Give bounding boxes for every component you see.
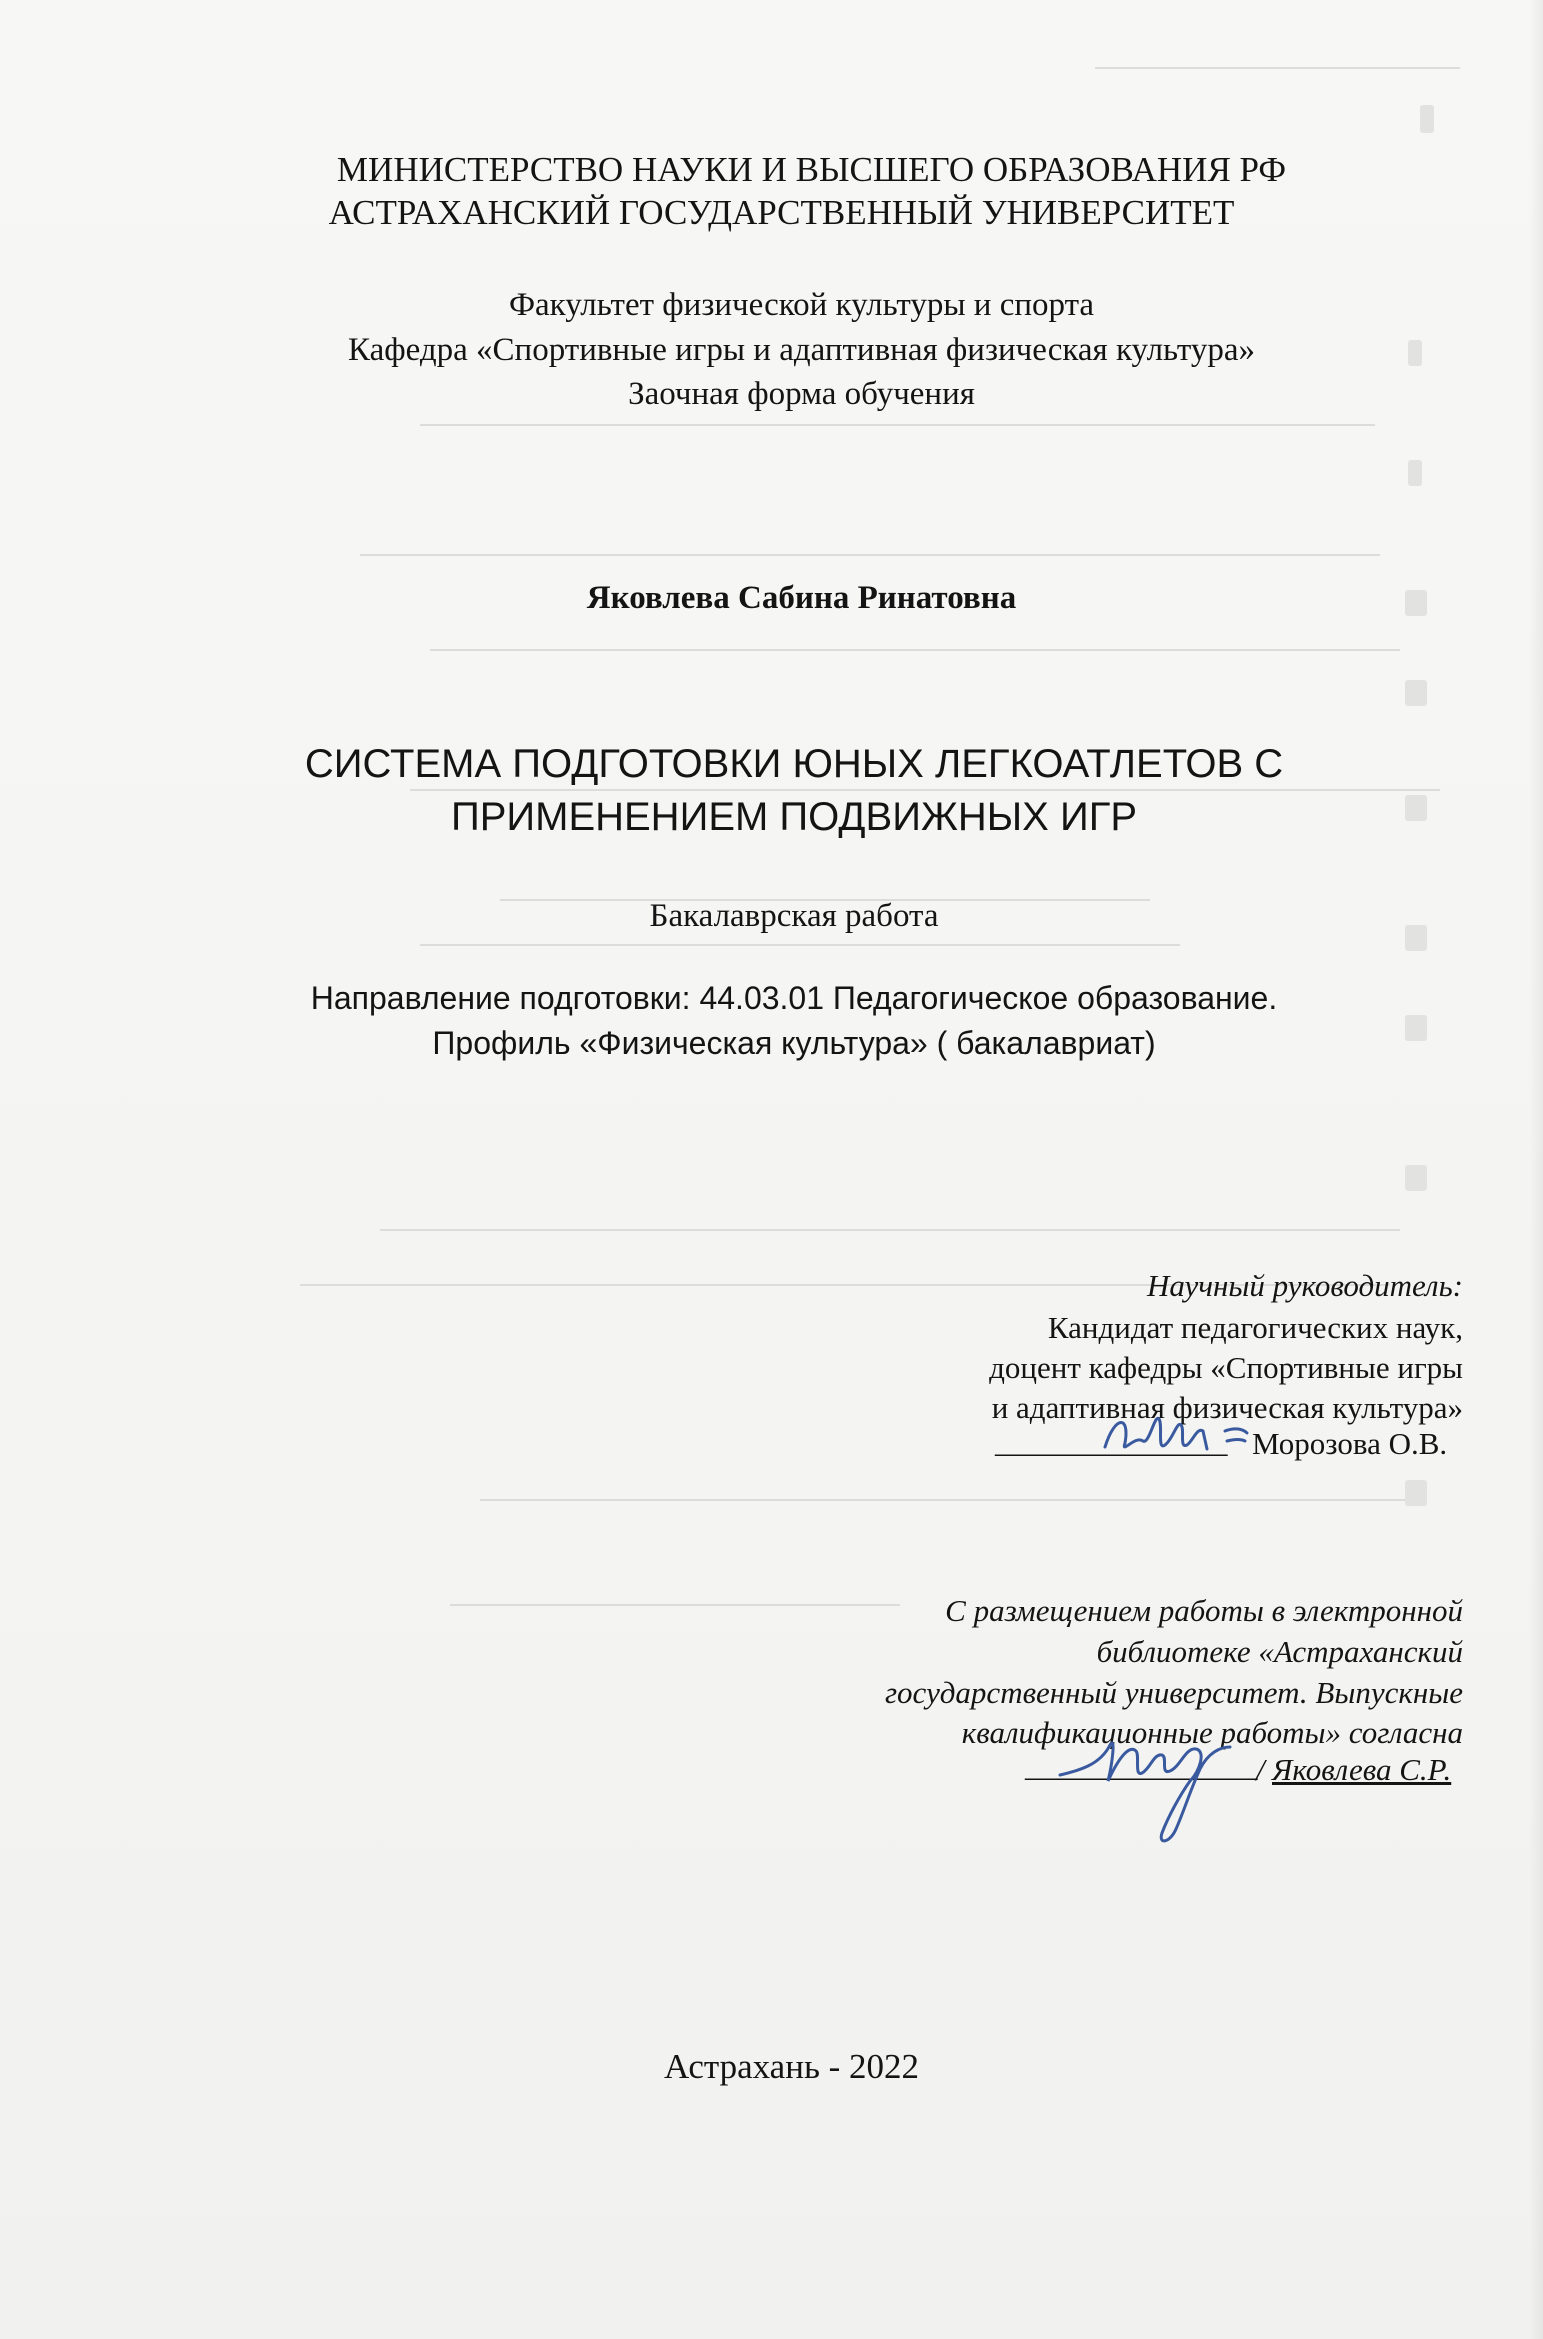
direction-line-1: Направление подготовки: 44.03.01 Педагогическое образование. — [310, 980, 1278, 1016]
supervisor-position-line-1: доцент кафедры «Спортивные игры — [989, 1350, 1463, 1385]
supervisor-position-line-2: и адаптивная физическая культура» — [991, 1390, 1463, 1425]
faculty-name: Факультет физической культуры и спорта — [508, 287, 1095, 323]
supervisor-heading: Научный руководитель: — [1147, 1268, 1463, 1303]
ministry-heading: МИНИСТЕРСТВО НАУКИ И ВЫСШЕГО ОБРАЗОВАНИЯ РФ — [336, 150, 1287, 189]
direction-line-2: Профиль «Физическая культура» ( бакалавриат) — [432, 1025, 1156, 1061]
study-form: Заочная форма обучения — [628, 376, 975, 412]
work-type: Бакалаврская работа — [649, 898, 939, 934]
thesis-title-line-2: ПРИМЕНЕНИЕМ ПОДВИЖНЫХ ИГР — [450, 795, 1138, 839]
page-edge-shadow — [1529, 0, 1543, 2339]
consent-signature-line: _______________ — [1025, 1748, 1258, 1783]
author-name: Яковлева Сабина Ринатовна — [586, 580, 1017, 616]
thesis-title-line-1: СИСТЕМА ПОДГОТОВКИ ЮНЫХ ЛЕГКОАТЛЕТОВ С — [304, 742, 1284, 786]
supervisor-degree: Кандидат педагогических наук, — [1047, 1310, 1463, 1345]
author-signature-image — [1050, 1725, 1240, 1855]
consent-line-2: библиотеке «Астраханский — [1096, 1634, 1463, 1669]
consent-line-3: государственный университет. Выпускные — [884, 1675, 1463, 1710]
consent-line-1: С размещением работы в электронной — [945, 1593, 1463, 1628]
supervisor-name: Морозова О.В. — [1252, 1426, 1448, 1461]
supervisor-signature-line: _______________ — [995, 1424, 1228, 1459]
city-year: Астрахань - 2022 — [663, 2047, 920, 2086]
consent-separator: / — [1256, 1752, 1265, 1787]
supervisor-signature-image — [1085, 1405, 1265, 1465]
department-name: Кафедра «Спортивные игры и адаптивная физическая культура» — [348, 332, 1255, 368]
consent-line-4: квалификационные работы» согласна — [961, 1715, 1463, 1750]
university-heading: АСТРАХАНСКИЙ ГОСУДАРСТВЕННЫЙ УНИВЕРСИТЕТ — [328, 193, 1235, 232]
consent-name: Яковлева С.Р. — [1272, 1752, 1452, 1787]
